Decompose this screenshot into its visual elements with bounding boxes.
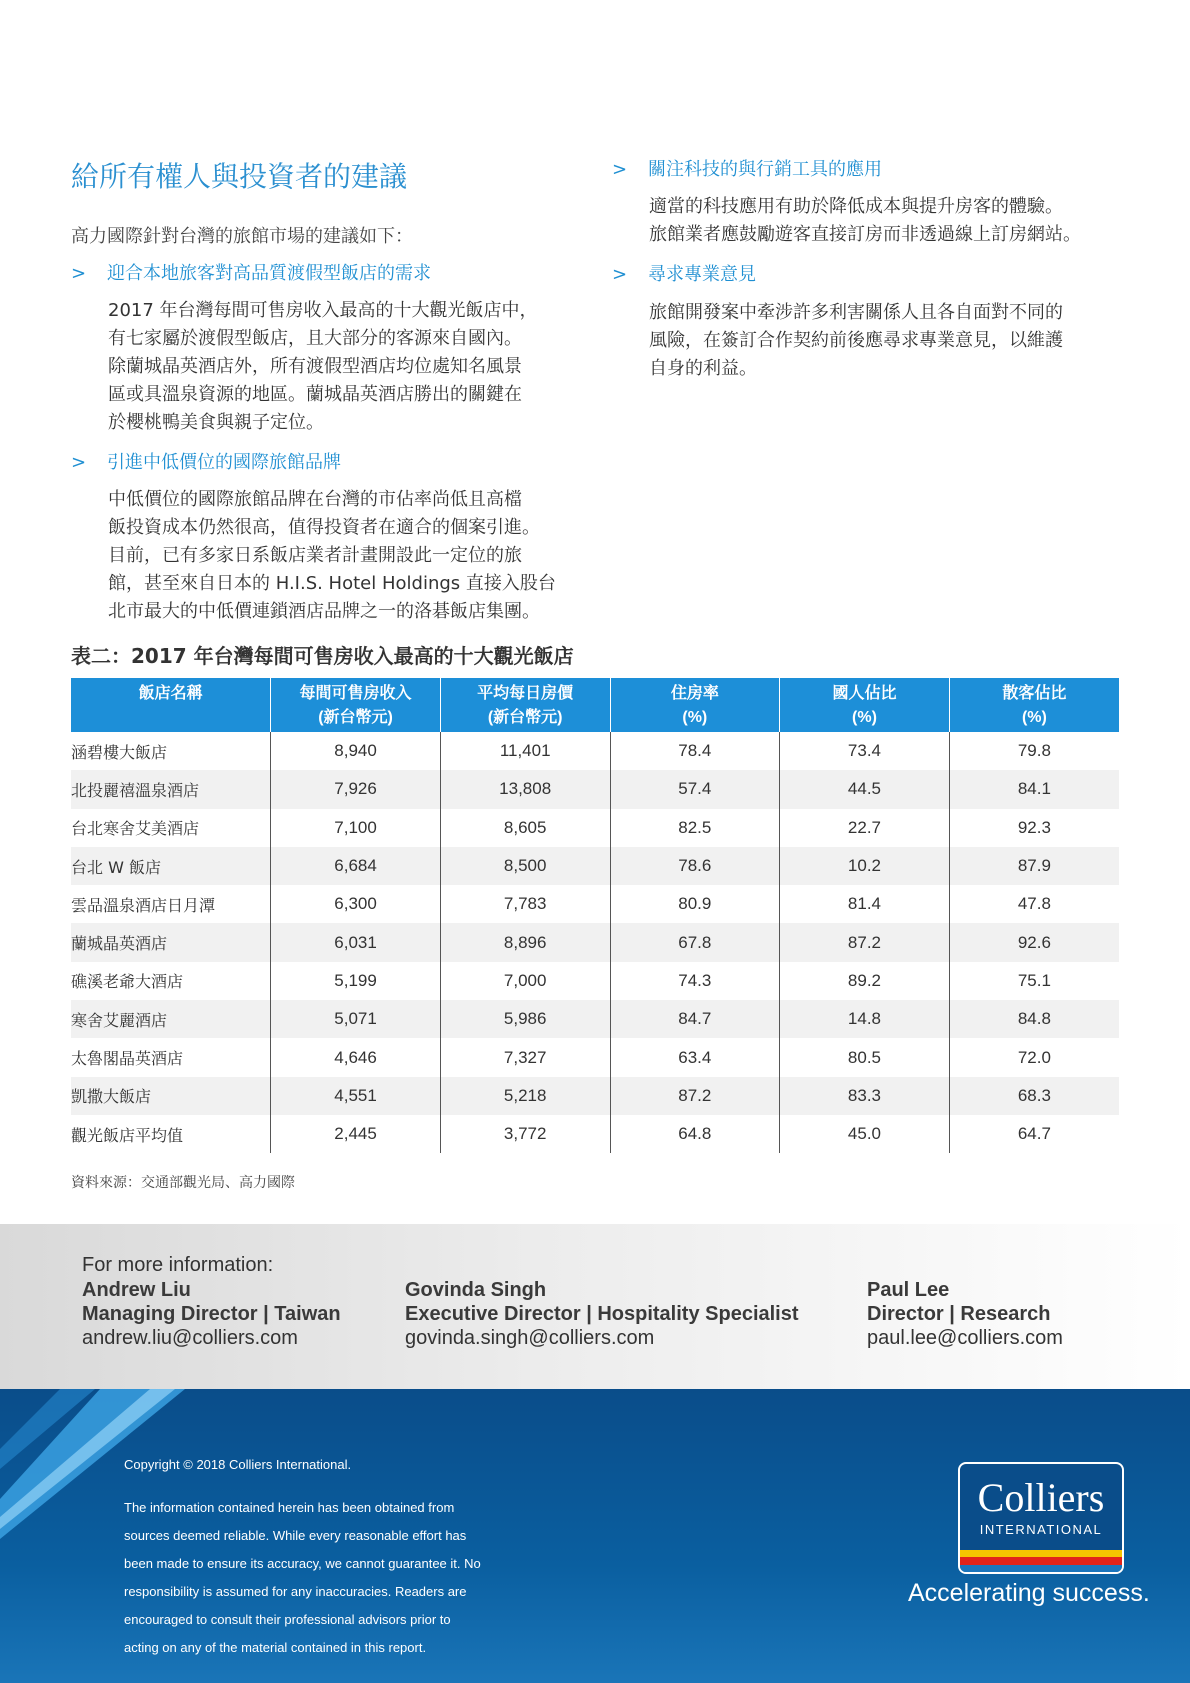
table-cell: 64.8 xyxy=(610,1115,780,1153)
hotel-name-cell: 太魯閣晶英酒店 xyxy=(71,1049,184,1069)
table-cell: 8,500 xyxy=(440,847,610,885)
recommendation-body xyxy=(649,193,1152,249)
table-cell: 44.5 xyxy=(780,770,950,808)
table-cell: 8,605 xyxy=(440,809,610,847)
disclaimer-line: The information contained herein has been obtained from xyxy=(124,1500,455,1515)
hotel-name-cell: 觀光飯店平均值 xyxy=(71,1125,184,1145)
table-cell: 3,772 xyxy=(440,1115,610,1153)
table-cell: 79.8 xyxy=(949,732,1119,770)
recommendation-heading xyxy=(612,263,1152,286)
logo-subtitle: INTERNATIONAL xyxy=(979,1522,1103,1537)
table-cell: 64.7 xyxy=(949,1115,1119,1153)
table-cell: 5,218 xyxy=(440,1077,610,1115)
header-unit: (%) xyxy=(682,709,708,726)
table-cell: 81.4 xyxy=(780,885,950,923)
header-line: 國人佔比 xyxy=(832,685,897,702)
table-row xyxy=(71,847,1119,885)
logo-bar-yellow xyxy=(960,1550,1122,1557)
hotel-name-cell: 蘭城晶英酒店 xyxy=(71,923,271,961)
table-row xyxy=(71,809,1119,847)
table-cell: 7,926 xyxy=(271,770,441,808)
table-source: 資料來源：交通部觀光局、高力國際 xyxy=(71,1175,295,1191)
table-cell: 6,031 xyxy=(271,923,441,961)
chevron-right-icon: > xyxy=(71,262,87,284)
recommendation xyxy=(71,451,591,626)
table-row xyxy=(71,770,1119,808)
logo-bar-red xyxy=(960,1557,1122,1564)
body-line: 館，甚至來自日本的 H.I.S. Hotel Holdings 直接入股台 xyxy=(108,573,556,595)
header-line: 住房率 xyxy=(670,685,719,702)
body-line: 北市最大的中低價連鎖酒店品牌之一的洛碁飯店集團。 xyxy=(108,601,540,623)
table-cell: 84.8 xyxy=(949,1000,1119,1038)
body-line: 風險，在簽訂合作契約前後應尋求專業意見，以維護 xyxy=(649,329,1063,351)
table-header-cell xyxy=(780,678,950,732)
table-header-cell xyxy=(271,678,441,732)
table-cell: 67.8 xyxy=(610,923,780,961)
table-cell: 68.3 xyxy=(949,1077,1119,1115)
table-cell: 10.2 xyxy=(780,847,950,885)
header-line: 散客佔比 xyxy=(1002,685,1067,702)
copyright: Copyright © 2018 Colliers International. xyxy=(124,1457,352,1472)
contact-name: Govinda Singh xyxy=(405,1279,547,1301)
left-recommendations xyxy=(71,262,591,627)
recommendation-body xyxy=(108,297,591,437)
table-cell: 74.3 xyxy=(610,962,780,1000)
table-header-cell xyxy=(71,678,271,732)
logo-bar-blue xyxy=(960,1565,1122,1572)
header-unit: (%) xyxy=(852,709,877,726)
table-cell: 72.0 xyxy=(949,1038,1119,1076)
header-unit: (%) xyxy=(1021,709,1047,726)
body-line: 自身的利益。 xyxy=(649,357,757,379)
contact-band xyxy=(0,1224,1190,1389)
table-cell: 7,783 xyxy=(440,885,610,923)
table-cell: 4,646 xyxy=(271,1038,441,1076)
contact-paul-lee xyxy=(867,1278,1063,1350)
table-title: 表二：2017 年台灣每間可售房收入最高的十大觀光飯店 xyxy=(71,644,574,668)
table-row xyxy=(71,1077,1119,1115)
disclaimer-line: sources deemed reliable. While every reasonable effort has xyxy=(124,1528,467,1543)
contact-email[interactable]: paul.lee@colliers.com xyxy=(867,1327,1063,1349)
hotel-name-cell: 雲品溫泉酒店日月潭 xyxy=(71,895,216,915)
table-cell: 5,986 xyxy=(440,1000,610,1038)
contact-name: Paul Lee xyxy=(867,1279,950,1301)
contact-title: Director | Research xyxy=(867,1303,1051,1325)
table-row xyxy=(71,1115,1119,1153)
table-cell: 57.4 xyxy=(610,770,780,808)
intro-text: 高力國際針對台灣的旅館市場的建議如下： xyxy=(71,225,413,247)
recommendation-heading xyxy=(71,451,591,474)
recommendation xyxy=(71,262,591,437)
right-column xyxy=(612,158,1152,397)
recommendation xyxy=(612,263,1152,382)
table-row xyxy=(71,885,1119,923)
contact-email[interactable]: govinda.singh@colliers.com xyxy=(405,1327,655,1349)
contact-title: Executive Director | Hospitality Specialist xyxy=(405,1303,799,1325)
contact-title: Managing Director | Taiwan xyxy=(82,1303,341,1325)
header-line: 每間可售房收入 xyxy=(299,685,412,702)
logo-color-bars xyxy=(960,1550,1122,1572)
hotel-name-cell: 礁溪老爺大酒店 xyxy=(71,972,184,992)
hotel-revpar-table xyxy=(71,678,1119,1153)
table-cell: 82.5 xyxy=(610,809,780,847)
header-unit: (新台幣元) xyxy=(487,709,563,726)
body-line: 旅館開發案中牽涉許多利害關係人且各自面對不同的 xyxy=(649,301,1063,323)
body-line: 適當的科技應用有助於降低成本與提升房客的體驗。 xyxy=(649,196,1063,218)
table-cell: 8,896 xyxy=(440,923,610,961)
disclaimer-line: been made to ensure its accuracy, we cannot guarantee it. No xyxy=(124,1556,481,1571)
chevron-right-icon: > xyxy=(612,159,628,180)
hotel-name-cell: 凱撒大飯店 xyxy=(71,1077,271,1115)
body-line: 區或具溫泉資源的地區。蘭城晶英酒店勝出的關鍵在 xyxy=(108,383,522,405)
disclaimer-line: encouraged to consult their professional advisors prior to xyxy=(124,1612,451,1627)
table-cell: 6,300 xyxy=(271,885,441,923)
body-line: 除蘭城晶英酒店外，所有渡假型酒店均位處知名風景 xyxy=(108,355,522,377)
body-line: 有七家屬於渡假型飯店，且大部分的客源來自國內。 xyxy=(108,327,522,349)
body-line: 目前，已有多家日系飯店業者計畫開設此一定位的旅 xyxy=(108,545,522,567)
hotel-name-cell: 涵碧樓大飯店 xyxy=(71,742,168,762)
body-line: 中低價位的國際旅館品牌在台灣的市佔率尚低且高檔 xyxy=(108,489,522,511)
table-cell: 87.2 xyxy=(780,923,950,961)
left-column xyxy=(71,160,591,640)
section-title: 給所有權人與投資者的建議 xyxy=(71,160,408,193)
hotel-name-cell: 台北寒舍艾美酒店 xyxy=(71,819,200,839)
table-cell: 7,000 xyxy=(440,962,610,1000)
body-line: 飯投資成本仍然很高，值得投資者在適合的個案引進。 xyxy=(108,517,540,539)
recommendation-heading xyxy=(612,158,1152,181)
table-cell: 73.4 xyxy=(780,732,950,770)
table-row xyxy=(71,962,1119,1000)
disclaimer xyxy=(124,1494,534,1662)
table-cell: 11,401 xyxy=(440,732,610,770)
table-row xyxy=(71,1000,1119,1038)
table-header-row xyxy=(71,678,1119,732)
table-cell: 80.5 xyxy=(780,1038,950,1076)
contact-govinda-singh xyxy=(405,1278,799,1350)
table-cell: 13,808 xyxy=(440,770,610,808)
table-row xyxy=(71,732,1119,770)
hotel-name-cell: 北投麗禧溫泉酒店 xyxy=(71,770,271,808)
contact-name: Andrew Liu xyxy=(82,1279,191,1301)
recommendation-heading-text: 尋求專業意見 xyxy=(648,264,756,286)
table-body xyxy=(71,732,1119,1153)
body-line: 旅館業者應鼓勵遊客直接訂房而非透過線上訂房網站。 xyxy=(649,224,1081,246)
recommendation-heading-text: 關注科技的與行銷工具的應用 xyxy=(648,159,882,180)
contact-lead: For more information: xyxy=(82,1254,274,1276)
header-unit: (新台幣元) xyxy=(318,709,393,726)
table-cell: 84.1 xyxy=(949,770,1119,808)
table-cell: 47.8 xyxy=(949,885,1119,923)
recommendation-body xyxy=(649,299,1152,383)
contact-email[interactable]: andrew.liu@colliers.com xyxy=(82,1327,298,1349)
colliers-logo xyxy=(958,1462,1124,1574)
table-cell: 2,445 xyxy=(271,1115,441,1153)
table-cell: 6,684 xyxy=(271,847,441,885)
recommendation-heading-text: 迎合本地旅客對高品質渡假型飯店的需求 xyxy=(107,262,431,284)
table-cell: 84.7 xyxy=(610,1000,780,1038)
table-cell: 7,327 xyxy=(440,1038,610,1076)
table-header-cell xyxy=(440,678,610,732)
table-cell: 5,071 xyxy=(271,1000,441,1038)
chevron-right-icon: > xyxy=(71,451,87,473)
table-header-cell xyxy=(949,678,1119,732)
table-row xyxy=(71,1038,1119,1076)
body-line: 於櫻桃鴨美食與親子定位。 xyxy=(108,411,324,433)
table-cell: 75.1 xyxy=(949,962,1119,1000)
recommendation xyxy=(612,158,1152,249)
table-cell: 22.7 xyxy=(780,809,950,847)
disclaimer-line: acting on any of the material contained in this report. xyxy=(124,1640,427,1655)
table-cell: 87.2 xyxy=(610,1077,780,1115)
header-line: 平均每日房價 xyxy=(477,685,574,702)
table-cell: 45.0 xyxy=(780,1115,950,1153)
table-row xyxy=(71,923,1119,961)
table-cell: 83.3 xyxy=(780,1077,950,1115)
table-cell: 7,100 xyxy=(271,809,441,847)
disclaimer-line: responsibility is assumed for any inaccuracies. Readers are xyxy=(124,1584,467,1599)
recommendation-body xyxy=(108,486,591,626)
table-cell: 92.3 xyxy=(949,809,1119,847)
logo-name: Colliers xyxy=(977,1475,1105,1520)
recommendation-heading xyxy=(71,262,591,285)
body-line: 2017 年台灣每間可售房收入最高的十大觀光飯店中， xyxy=(108,299,538,321)
table-cell: 92.6 xyxy=(949,923,1119,961)
table-header-cell xyxy=(610,678,780,732)
recommendation-heading-text: 引進中低價位的國際旅館品牌 xyxy=(107,451,341,473)
table-cell: 87.9 xyxy=(949,847,1119,885)
contact-andrew-liu xyxy=(82,1278,341,1350)
header-line: 飯店名稱 xyxy=(138,685,203,702)
hotel-name-cell: 台北 W 飯店 xyxy=(71,847,271,885)
right-recommendations xyxy=(612,158,1152,383)
table-cell: 5,199 xyxy=(271,962,441,1000)
table-cell: 78.6 xyxy=(610,847,780,885)
hotel-name-cell: 寒舍艾麗酒店 xyxy=(71,1000,271,1038)
table-cell: 89.2 xyxy=(780,962,950,1000)
chevron-right-icon: > xyxy=(612,264,628,286)
footer xyxy=(0,1389,1190,1683)
table-cell: 8,940 xyxy=(271,732,441,770)
table-cell: 80.9 xyxy=(610,885,780,923)
table-cell: 78.4 xyxy=(610,732,780,770)
table-cell: 4,551 xyxy=(271,1077,441,1115)
table-cell: 63.4 xyxy=(610,1038,780,1076)
table-cell: 14.8 xyxy=(780,1000,950,1038)
tagline: Accelerating success. xyxy=(908,1579,1150,1607)
